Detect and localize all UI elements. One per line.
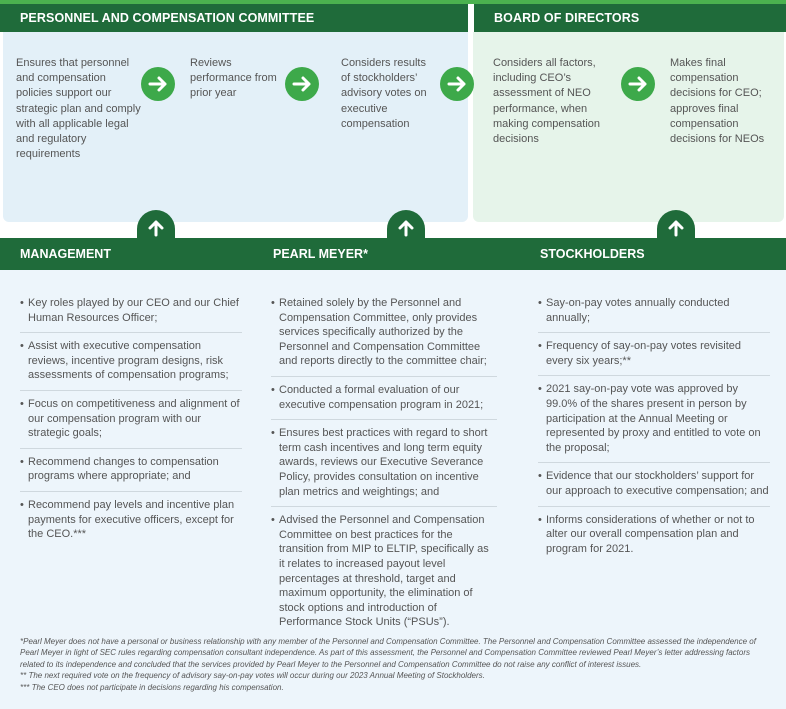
committee-step-2: Reviews performance from prior year xyxy=(190,57,277,100)
board-step-2: Makes final compensation decisions for CEO; approves final compensation decisions for NEOs xyxy=(670,57,765,146)
footnote: *** The CEO does not participate in decisions regarding his compensation. xyxy=(20,682,284,692)
list-item: • Recommend changes to compensation programs where appropriate; and xyxy=(20,455,242,492)
list-item: • Frequency of say-on-pay votes revisited every six years;** xyxy=(538,339,770,376)
list-item: • Advised the Personnel and Compensation Committee on best practices for the transition from MIP to ELTIP, specifically as it relates to increased payout level percentages at threshold, target and maximum opportunity, the elimination of stock options and introduction of Performance Stock Units (“PSUs”). xyxy=(271,513,497,637)
list-item: • 2021 say-on-pay vote was approved by 99.0% of the shares present in person by participation at the Annual Meeting or represented by proxy and entitled to vote on the proposal; xyxy=(538,382,770,463)
footnote: *Pearl Meyer does not have a personal or business relationship with any member of the Personnel and Compensation Committee. The Personnel and Compensation Committee assessed the independence of Pearl Meyer in light of SEC rules regarding compensation consultant independence. As part of this assessment, the Personnel and Compensation Committee reviewed Pearl Meyer’s letter addressing factors related to its independence and concluded that the services provided by Pearl Meyer to the Personnel and Compensation Committee do not raise any conflict of interest issues. xyxy=(20,637,756,669)
management-list xyxy=(20,296,242,555)
stakeholders-header-band xyxy=(0,238,786,270)
management-header: MANAGEMENT xyxy=(20,247,111,261)
list-item: • Key roles played by our CEO and our Chief Human Resources Officer; xyxy=(20,296,242,333)
arrow-up-icon xyxy=(387,210,425,240)
pearl-meyer-list xyxy=(271,296,497,643)
arrow-right-icon xyxy=(141,67,175,101)
committee-header: PERSONNEL AND COMPENSATION COMMITTEE xyxy=(0,4,468,32)
board-step-1: Considers all factors, including CEO’s assessment of NEO performance, when making compensation decisions xyxy=(493,57,601,146)
list-item: • Evidence that our stockholders’ support for our approach to executive compensation; and xyxy=(538,469,770,506)
arrow-up-icon xyxy=(137,210,175,240)
committee-step-1: Ensures that personnel and compensation policies support our strategic plan and comply with all applicable legal and regulatory requirements xyxy=(16,57,141,161)
list-item: • Say-on-pay votes annually conducted annually; xyxy=(538,296,770,333)
stockholders-header: STOCKHOLDERS xyxy=(540,247,645,261)
arrow-up-icon xyxy=(657,210,695,240)
pearl-meyer-header: PEARL MEYER* xyxy=(273,247,368,261)
list-item: • Conducted a formal evaluation of our executive compensation program in 2021; xyxy=(271,383,497,420)
list-item: • Informs considerations of whether or not to alter our overall compensation plan and program for 2021. xyxy=(538,513,770,564)
arrow-right-icon xyxy=(621,67,655,101)
list-item: • Focus on competitiveness and alignment of our compensation program with our strategic goals; xyxy=(20,397,242,449)
arrow-right-icon xyxy=(285,67,319,101)
footnote: ** The next required vote on the frequency of advisory say-on-pay votes will occur during our 2023 Annual Meeting of Stockholders. xyxy=(20,671,485,681)
arrow-right-icon xyxy=(440,67,474,101)
committee-step-3: Considers results of stockholders’ advisory votes on executive compensation xyxy=(341,57,427,130)
list-item: • Retained solely by the Personnel and Compensation Committee, only provides services specifically authorized by the Personnel and Compensation Committee and reports directly to the committee chair; xyxy=(271,296,497,377)
list-item: • Recommend pay levels and incentive plan payments for executive officers, except for the CEO.*** xyxy=(20,498,242,549)
list-item: • Assist with executive compensation reviews, incentive program designs, risk assessments of compensation programs; xyxy=(20,339,242,391)
footnotes xyxy=(20,636,776,693)
board-header: BOARD OF DIRECTORS xyxy=(474,4,786,32)
stockholders-list xyxy=(538,296,770,569)
list-item: • Ensures best practices with regard to short term cash incentives and long term equity awards, reviews our Executive Severance Policy, provides consultation on incentive plan metrics and weightings; and xyxy=(271,426,497,507)
